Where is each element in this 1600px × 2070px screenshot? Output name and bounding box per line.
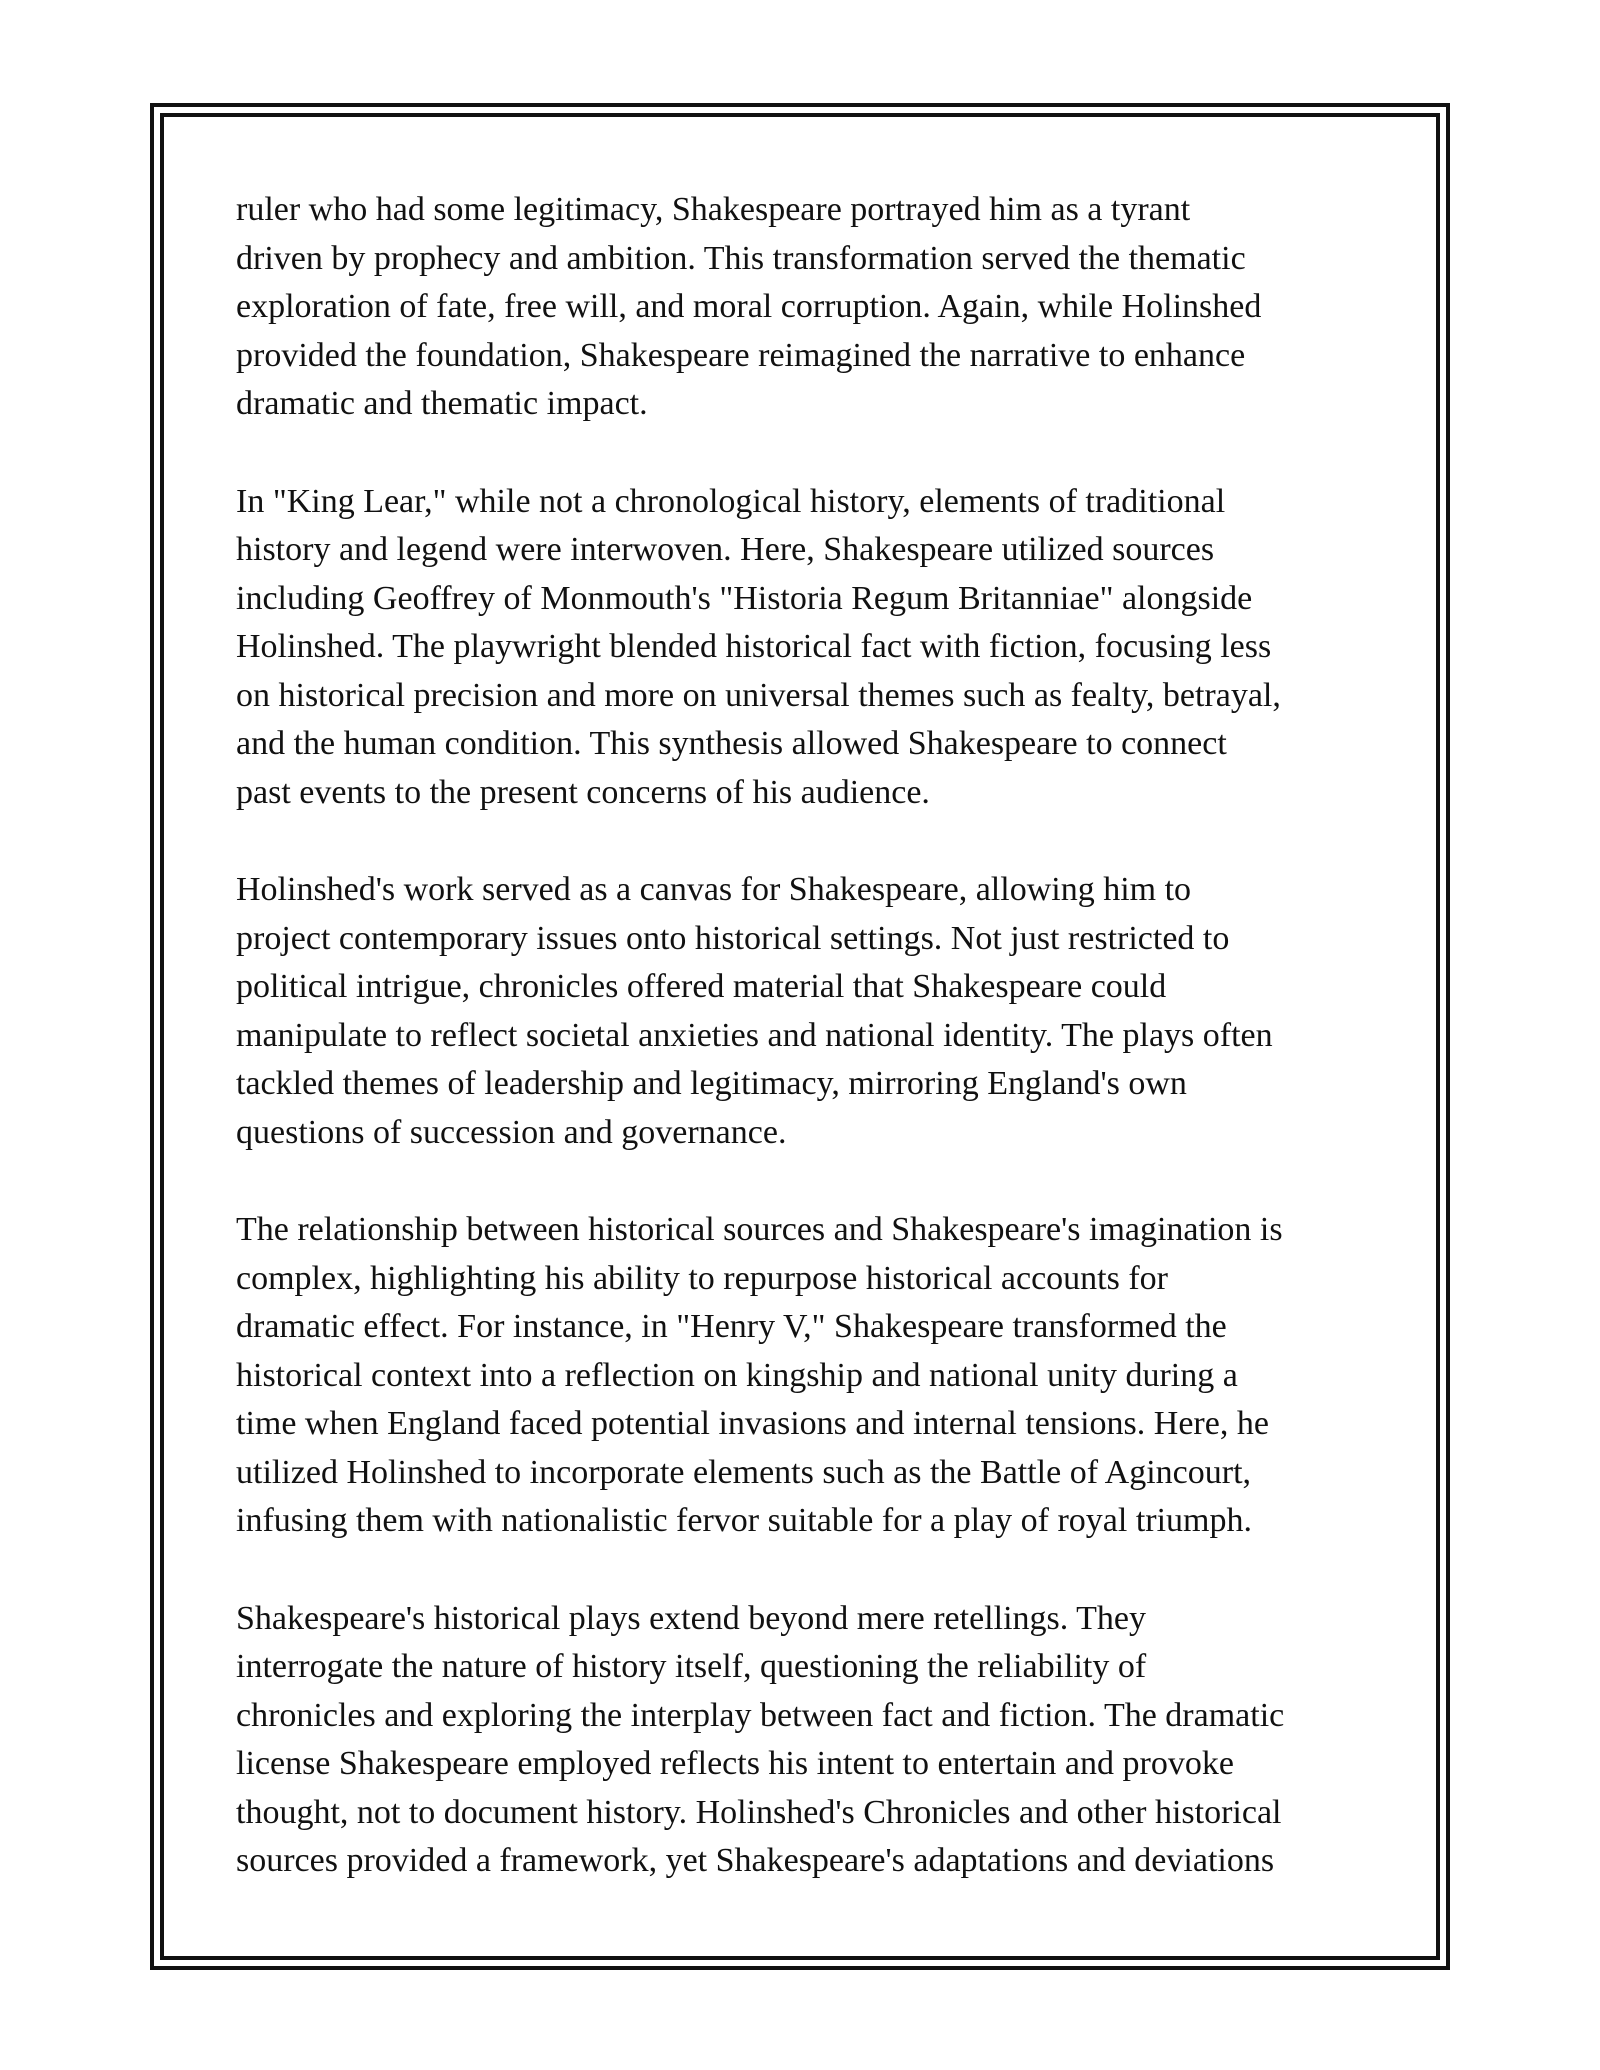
text-line: time when England faced potential invasions and internal tensions. Here, he	[236, 1405, 1269, 1442]
paragraph-king-lear	[236, 478, 1386, 818]
paragraph-henry-v	[236, 1206, 1386, 1546]
text-line: sources provided a framework, yet Shakespeare's adaptations and deviations	[236, 1842, 1275, 1879]
text-line: manipulate to reflect societal anxieties and national identity. The plays often	[236, 1016, 1273, 1054]
text-line: political intrigue, chronicles offered material that Shakespeare could	[236, 968, 1167, 1005]
page-body	[236, 186, 1386, 1935]
text-line: interrogate the nature of history itself, questioning the reliability of	[236, 1648, 1147, 1685]
text-line: historical context into a reflection on kingship and national unity during a	[236, 1356, 1238, 1394]
text-line: dramatic and thematic impact.	[236, 385, 648, 422]
paragraph-macbeth	[236, 186, 1386, 429]
text-line: including Geoffrey of Monmouth's "Historia Regum Britanniae" alongside	[236, 579, 1253, 617]
text-line: The relationship between historical sources and Shakespeare's imagination is	[236, 1211, 1283, 1248]
text-line: history and legend were interwoven. Here, Shakespeare utilized sources	[236, 531, 1215, 568]
text-line: utilized Holinshed to incorporate elements such as the Battle of Agincourt,	[236, 1453, 1252, 1491]
paragraph-holinshed-canvas	[236, 866, 1386, 1157]
text-line: tackled themes of leadership and legitimacy, mirroring England's own	[236, 1065, 1187, 1102]
text-line: and the human condition. This synthesis allowed Shakespeare to connect	[236, 725, 1227, 762]
text-line: license Shakespeare employed reflects his intent to entertain and provoke	[236, 1745, 1234, 1782]
text-line: questions of succession and governance.	[236, 1113, 787, 1151]
text-line: ruler who had some legitimacy, Shakespeare portrayed him as a tyrant	[236, 191, 1191, 228]
text-line: Holinshed. The playwright blended historical fact with fiction, focusing less	[236, 628, 1272, 665]
text-line: dramatic effect. For instance, in "Henry V," Shakespeare transformed the	[236, 1308, 1227, 1345]
text-line: complex, highlighting his ability to repurpose historical accounts for	[236, 1259, 1168, 1297]
text-line: past events to the present concerns of his audience.	[236, 773, 930, 811]
text-line: Shakespeare's historical plays extend beyond mere retellings. They	[236, 1599, 1146, 1637]
paragraph-historical-plays	[236, 1595, 1386, 1886]
text-line: chronicles and exploring the interplay between fact and fiction. The dramatic	[236, 1696, 1285, 1734]
text-line: driven by prophecy and ambition. This transformation served the thematic	[236, 239, 1246, 277]
text-line: In "King Lear," while not a chronological history, elements of traditional	[236, 482, 1226, 520]
text-line: exploration of fate, free will, and moral corruption. Again, while Holinshed	[236, 288, 1262, 325]
text-line: infusing them with nationalistic fervor suitable for a play of royal triumph.	[236, 1502, 1252, 1539]
text-line: provided the foundation, Shakespeare reimagined the narrative to enhance	[236, 336, 1246, 374]
text-line: on historical precision and more on universal themes such as fealty, betrayal,	[236, 676, 1281, 714]
text-line: thought, not to document history. Holinshed's Chronicles and other historical	[236, 1793, 1282, 1831]
text-line: project contemporary issues onto historical settings. Not just restricted to	[236, 919, 1230, 957]
text-line: Holinshed's work served as a canvas for Shakespeare, allowing him to	[236, 871, 1192, 908]
